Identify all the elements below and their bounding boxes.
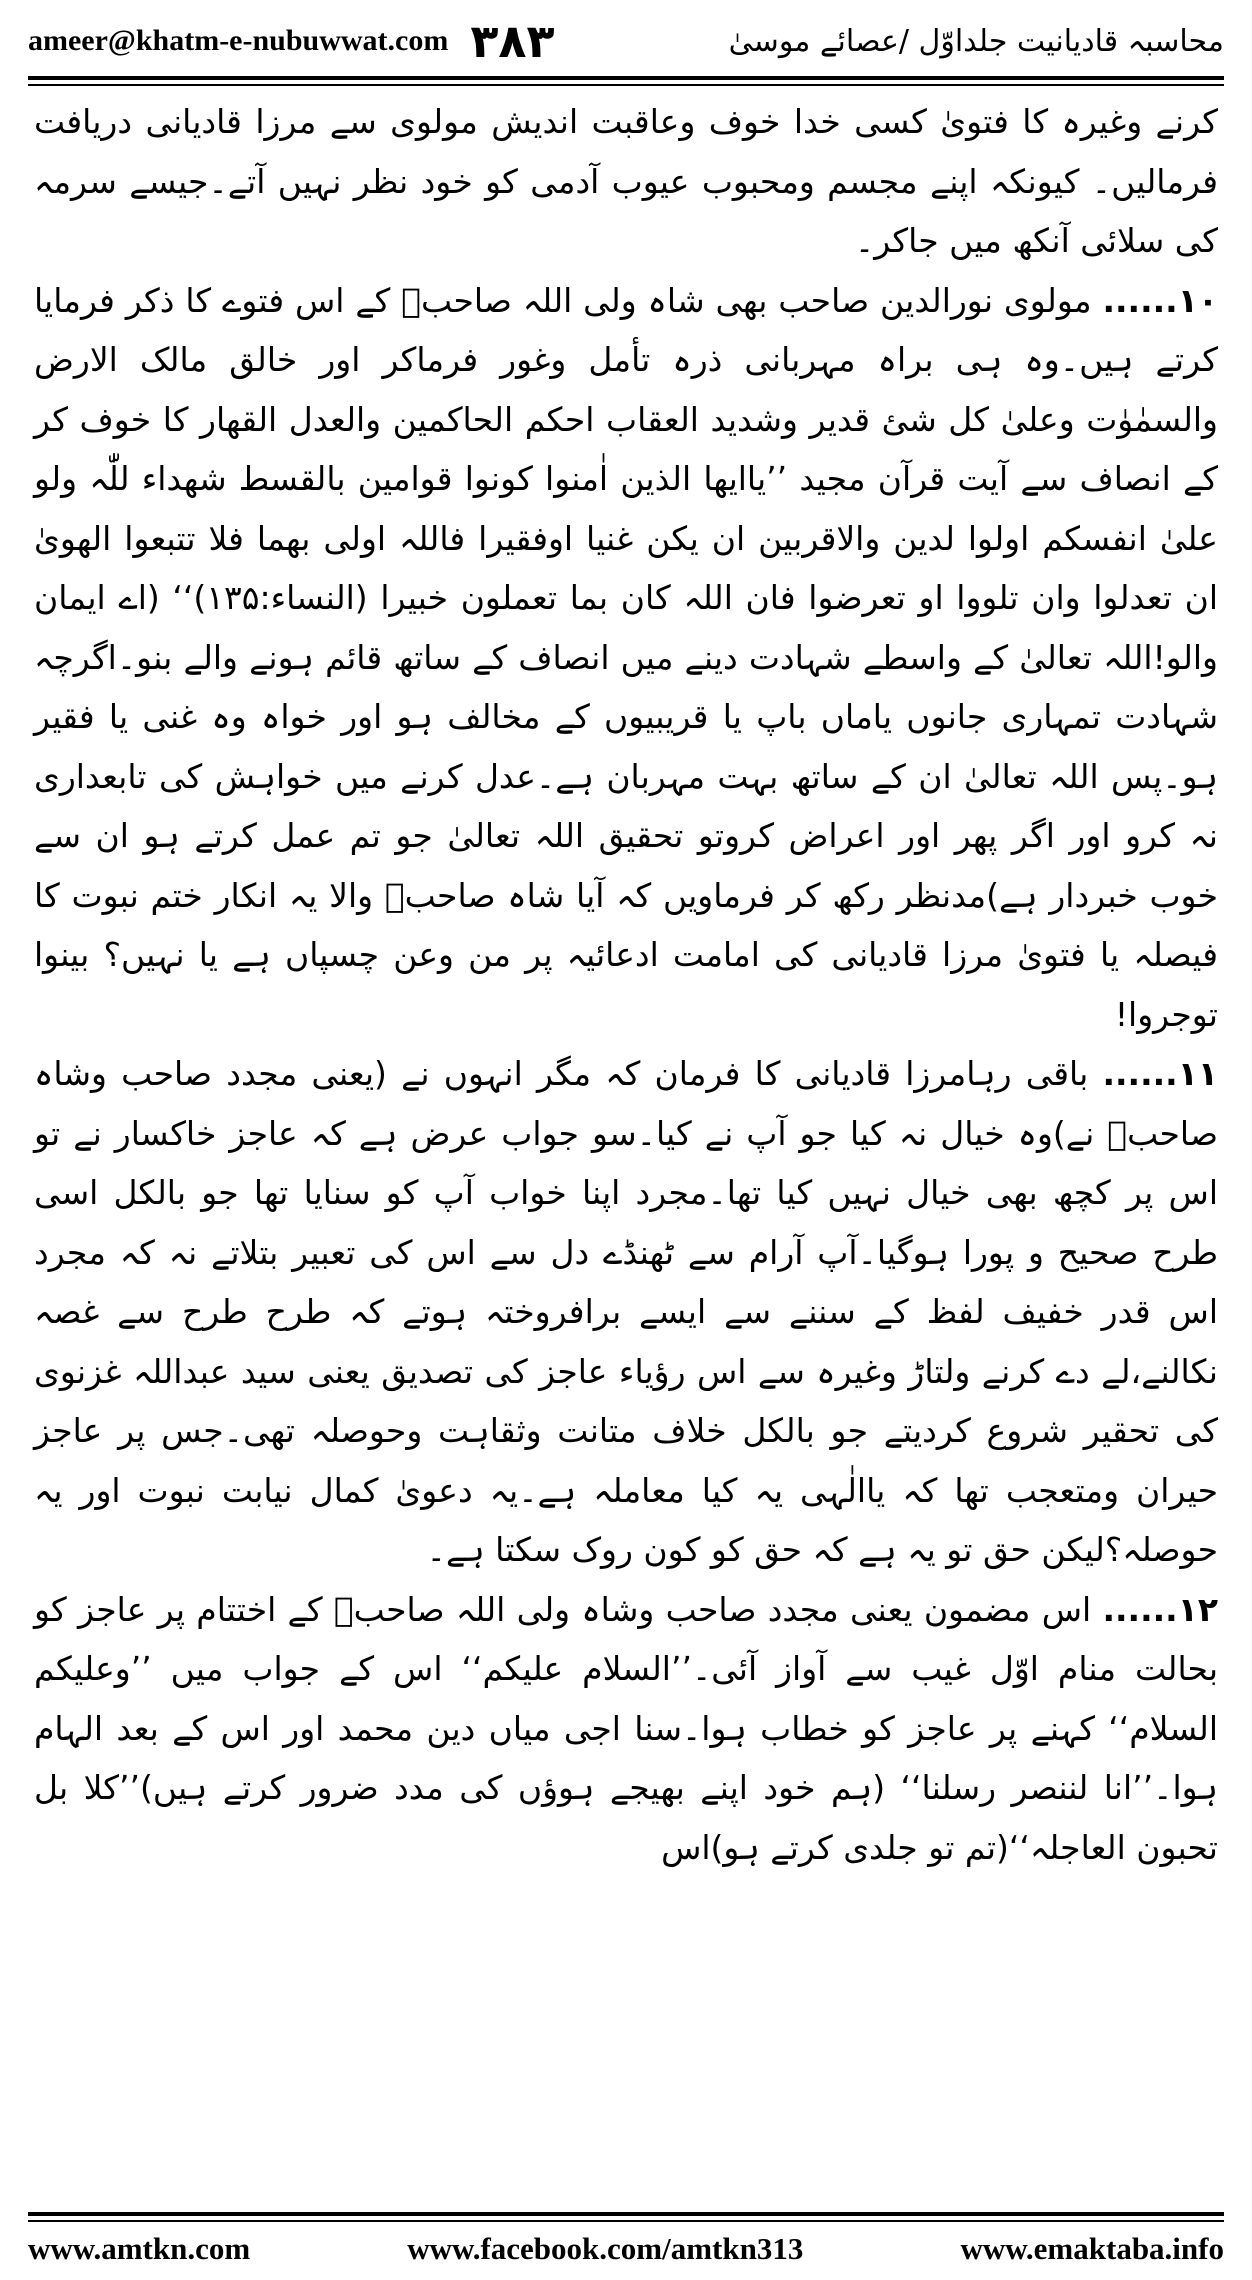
footer-rule	[28, 2212, 1224, 2216]
header-left-group	[28, 14, 555, 68]
header-email: ameer@khatm-e-nubuwwat.com	[28, 24, 449, 57]
header-rule	[28, 76, 1224, 80]
page-footer	[28, 2226, 1224, 2272]
paragraph-number: ۱۲......	[1102, 1589, 1218, 1629]
paragraph-text: مولوی نورالدین صاحب بھی شاہ ولی اللہ صاحبؒ کے اس فتوے کا ذکر فرمایا کرتے ہیں۔وہ ہی براہ مہربانی ذرہ تأمل وغور فرماکر اور خالق مالک الارض والسمٰوٰت وعلیٰ کل شئ قدیر وشدید العقاب احکم الحاکمین والعدل القھار کا خوف کر کے انصاف سے آیت قرآن مجید ’’یاایھا الذین اٰمنوا کونوا قوامین بالقسط شھداء للّٰہ ولو علیٰ انفسکم اولوا لدین والاقربین ان یکن غنیا اوفقیرا فاللہ اولی بھما فلا تتبعوا الھویٰ ان تعدلوا وان تلووا او تعرضوا فان اللہ کان بما تعملون خبیرا (النساء:۱۳۵)‘‘ (اے ایمان والو!اللہ تعالیٰ کے واسطے شہادت دینے میں انصاف کے ساتھ قائم ہونے والے بنو۔اگرچہ شہادت تمہاری جانوں یاماں باپ یا قریبیوں کے مخالف ہو اور خواہ وہ غنی یا فقیر ہو۔پس اللہ تعالیٰ ان کے ساتھ بہت مہربان ہے۔عدل کرنے میں خواہش کی تابعداری نہ کرو اور اگر پھر اور اعراض کروتو تحقیق اللہ تعالیٰ جو تم عمل کرتے ہو ان سے خوب خبردار ہے)مدنظر رکھ کر فرماویں کہ آیا شاہ صاحبؒ والا یہ انکار ختم نبوت کا فیصلہ یا فتویٰ مرزا قادیانی کی امامت ادعائیہ پر من وعن چسپاں ہے یا نہیں؟ بینوا توجروا!	[34, 280, 1218, 1034]
paragraph-number: ۱۰......	[1102, 280, 1218, 320]
book-title: محاسبہ قادیانیت جلداوّل /عصائے موسیٰ	[728, 23, 1224, 59]
footer-rule-thin	[28, 2220, 1224, 2222]
footer-link-emaktaba[interactable]: www.emaktaba.info	[960, 2231, 1224, 2266]
paragraph	[34, 92, 1218, 271]
paragraph	[34, 1044, 1218, 1580]
paragraph-text: باقی رہامرزا قادیانی کا فرمان کہ مگر انہوں نے (یعنی مجدد صاحب وشاہ صاحبؒ نے)وہ خیال نہ کیا جو آپ نے کیا۔سو جواب عرض ہے کہ عاجز خاکسار نے تو اس پر کچھ بھی خیال نہیں کیا تھا۔مجرد اپنا خواب آپ کو سنایا تھا جو بالکل اسی طرح صحیح و پورا ہوگیا۔آپ آرام سے ٹھنڈے دل سے اس کی تعبیر بتلاتے نہ کہ مجرد اس قدر خفیف لفظ کے سننے سے ایسے برافروختہ ہوتے کہ طرح طرح سے غصہ نکالنے،لے دے کرنے ولتاڑ وغیرہ سے اس رؤیاء عاجز کی تصدیق یعنی سید عبداللہ غزنوی کی تحقیر شروع کردیتے جو بالکل خلاف متانت وثقاہت وحوصلہ تھی۔جس پر عاجز حیران ومتعجب تھا کہ یاالٰہی یہ کیا معاملہ ہے۔یہ دعویٰ کمال نیابت نبوت اور یہ حوصلہ؟لیکن حق تو یہ ہے کہ حق کو کون روک سکتا ہے۔	[34, 1054, 1218, 1569]
paragraph-text: اس مضمون یعنی مجدد صاحب وشاہ ولی اللہ صاحبؒ کے اختتام پر عاجز کو بحالت منام اوّل غیب سے آواز آئی۔’’السلام علیکم‘‘ اس کے جواب میں ’’وعلیکم السلام‘‘ کہنے پر عاجز کو خطاب ہوا۔سنا اجی میاں دین محمد اور اس کے بعد الہام ہوا۔’’انا لننصر رسلنا‘‘ (ہم خود اپنے بھیجے ہوؤں کی مدد ضرور کرتے ہیں)’’کلا بل تحبون العاجلہ‘‘(تم تو جلدی کرتے ہو)اس	[34, 1589, 1218, 1867]
paragraph-text: کرنے وغیرہ کا فتویٰ کسی خدا خوف وعاقبت اندیش مولوی سے مرزا قادیانی دریافت فرمالیں۔ کیونکہ اپنے مجسم ومحبوب عیوب آدمی کو خود نظر نہیں آتے۔جیسے سرمہ کی سلائی آنکھ میں جاکر۔	[34, 102, 1218, 260]
paragraph-number: ۱۱......	[1102, 1054, 1218, 1093]
page-number: ۳۸۳	[470, 14, 555, 68]
page-header	[28, 10, 1224, 72]
paragraph	[34, 1580, 1218, 1878]
page-body	[34, 92, 1218, 1877]
header-rule-thin	[28, 84, 1224, 86]
footer-link-amtkn[interactable]: www.amtkn.com	[28, 2231, 251, 2266]
paragraph	[34, 271, 1218, 1045]
footer-link-facebook[interactable]: www.facebook.com/amtkn313	[407, 2231, 804, 2266]
